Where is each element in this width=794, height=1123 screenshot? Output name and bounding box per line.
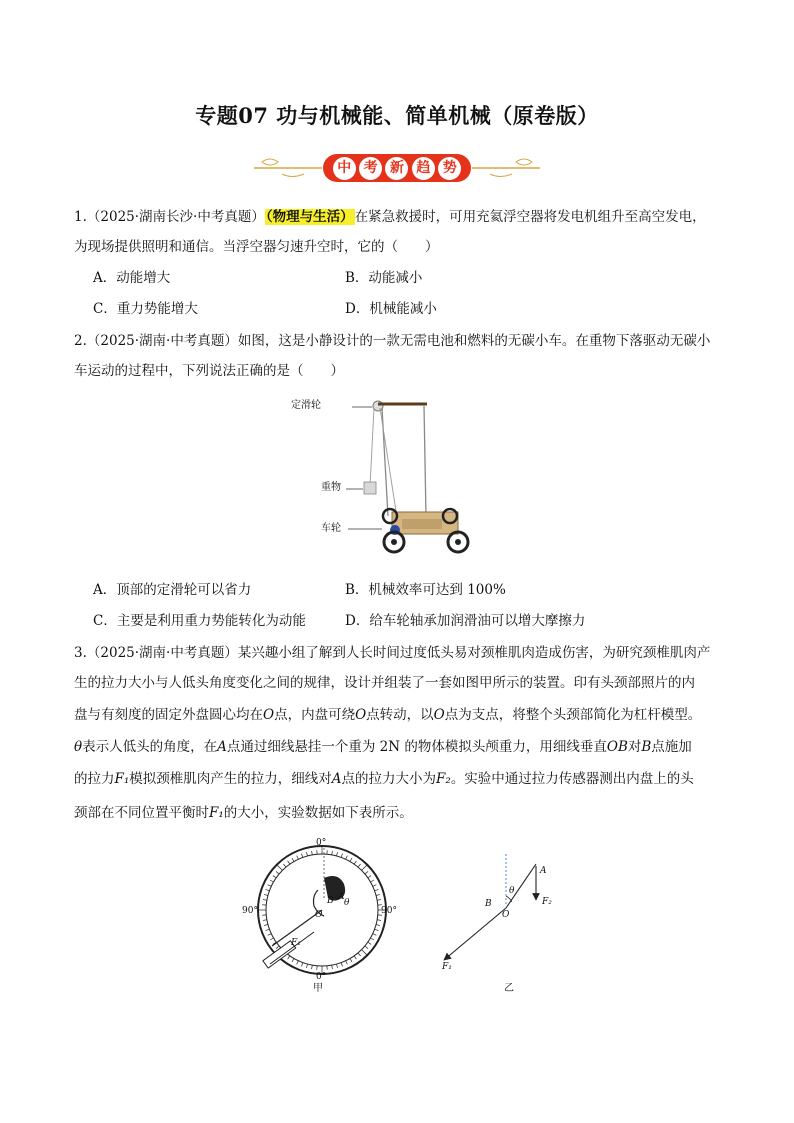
dial-tick	[312, 851, 313, 855]
dial-tick	[346, 856, 348, 860]
dial-tick	[301, 963, 302, 967]
dial-tick	[376, 924, 380, 925]
jia-f1: F₁	[291, 938, 301, 948]
dial-tick	[365, 946, 368, 949]
jia-theta: θ	[344, 898, 350, 908]
dial-tick	[376, 894, 380, 895]
q3-text: 的拉力	[74, 771, 115, 787]
jia-deg-top: 0°	[316, 838, 327, 848]
q3-var: O	[263, 707, 275, 723]
q3-line5	[74, 769, 694, 789]
jia-point-b: B	[327, 896, 334, 906]
dial-tick	[368, 942, 371, 944]
q3-line6	[74, 803, 413, 823]
dial-tick	[346, 961, 348, 965]
dial-tick	[336, 964, 337, 968]
dial-tick	[283, 864, 286, 867]
q2-figure-car	[320, 394, 480, 562]
banner-char: 中	[333, 157, 356, 180]
dial-tick	[306, 964, 307, 968]
q1-option-b[interactable]: B．动能减小	[345, 270, 423, 286]
q3-var: θ	[74, 739, 83, 755]
dial-tick	[306, 852, 307, 856]
yi-f1: F₁	[442, 962, 452, 972]
q2-option-a[interactable]: A．顶部的定滑轮可以省力	[93, 582, 252, 598]
q3-var: B	[641, 739, 652, 755]
jia-point-a: A	[338, 892, 345, 902]
jia-caption: 甲	[313, 983, 323, 994]
banner-char: 势	[438, 157, 461, 180]
q3-text: 点施加	[651, 739, 692, 755]
yi-theta: θ	[509, 886, 515, 896]
yi-point-b: B	[485, 899, 492, 909]
dial-tick	[297, 961, 299, 965]
jia-deg-right: 90°	[381, 906, 397, 916]
q3-number: 3.	[74, 645, 87, 661]
dial-tick	[264, 924, 268, 925]
q3-var: F₂	[436, 771, 451, 787]
dial-tick	[350, 858, 352, 861]
dial-tick	[358, 953, 361, 956]
q3-text1: 某兴趣小组了解到人长时间过度低头易对颈椎肌肉造成伤害，为研究颈椎肌肉产	[237, 645, 711, 661]
dial-tick	[292, 858, 294, 861]
banner-char: 趋	[412, 157, 435, 180]
q3-var: F₁	[114, 771, 130, 787]
dial-tick	[273, 876, 276, 878]
q2-label-weight: 重物	[321, 482, 341, 493]
q3-text: 盘与有刻度的固定外盘圆心均在	[74, 707, 263, 723]
q1-option-d[interactable]: D．机械能减小	[345, 301, 437, 317]
yi-point-o: O	[502, 910, 510, 920]
q2-source: （2025·湖南·中考真题）	[86, 333, 238, 349]
dial-tick	[288, 861, 290, 864]
dial-tick	[336, 852, 337, 856]
dial-tick	[373, 934, 377, 936]
dial-tick	[266, 889, 270, 890]
q3-line3	[74, 705, 701, 725]
dial-tick	[362, 865, 368, 871]
dial-tick	[341, 854, 342, 858]
dial-tick	[292, 958, 294, 961]
dial-tick	[263, 900, 267, 901]
dial-tick	[263, 920, 267, 921]
dial-tick	[341, 963, 342, 967]
q1-text1: 在紧急救援时，可用充氦浮空器将发电机组升至高空发电，	[354, 209, 706, 225]
dial-tick	[266, 929, 270, 930]
section-banner	[252, 148, 542, 188]
dial-tick	[332, 965, 333, 969]
jia-point-o: O	[315, 910, 323, 920]
dial-tick	[276, 946, 279, 949]
q2-label-wheel: 车轮	[321, 523, 341, 534]
dial-tick	[297, 856, 299, 860]
dial-tick	[350, 958, 352, 961]
dial-tick	[268, 934, 272, 936]
q3-text: 模拟颈椎肌肉产生的拉力，细线对	[129, 771, 332, 787]
dial-tick	[268, 885, 272, 887]
q2-option-d[interactable]: D．给车轮轴承加润滑油可以增大摩擦力	[345, 613, 586, 629]
yi-caption: 乙	[504, 983, 514, 994]
q3-line1	[74, 643, 710, 663]
yi-point-a: A	[540, 866, 547, 876]
page-title: 专题07 功与机械能、简单机械（原卷版）	[195, 103, 599, 128]
q2-number: 2.	[74, 333, 87, 349]
dial-tick	[377, 900, 381, 901]
q3-var: O	[433, 707, 445, 723]
dial-tick	[270, 938, 273, 940]
q2-line1	[74, 331, 710, 351]
q3-text: 表示人低头的角度，在	[82, 739, 218, 755]
q1-option-c[interactable]: C．重力势能增大	[93, 301, 198, 317]
q3-text: 点，内盘可绕	[274, 707, 356, 723]
dial-tick	[373, 885, 377, 887]
banner-pill	[323, 154, 471, 182]
q3-text: 。实验中通过拉力传感器测出内盘上的头	[450, 771, 694, 787]
q1-source: （2025·湖南长沙·中考真题）	[86, 209, 265, 225]
q3-var: OB	[606, 739, 628, 755]
dial-tick	[301, 854, 302, 858]
dial-tick	[312, 965, 313, 969]
dial-tick	[332, 851, 333, 855]
q1-number: 1.	[74, 209, 87, 225]
dial-tick	[277, 865, 283, 871]
dial-tick	[276, 871, 279, 874]
dial-tick	[270, 880, 273, 882]
q3-text: 颈部在不同位置平衡时	[74, 805, 209, 821]
q3-text: 的大小，实验数据如下表所示。	[223, 805, 413, 821]
q3-source: （2025·湖南·中考真题）	[86, 645, 238, 661]
banner-char: 考	[359, 157, 382, 180]
dial-tick	[354, 861, 356, 864]
q3-text: 对	[627, 739, 642, 755]
q3-line2: 生的拉力大小与人低头角度变化之间的规律，设计并组装了一套如图甲所示的装置。印有头颈部照片的内	[74, 675, 695, 691]
q3-var: A	[217, 739, 227, 755]
q2-label-pulley: 定滑轮	[291, 400, 321, 411]
dial-tick	[264, 894, 268, 895]
dial-tick	[370, 938, 373, 940]
q1-tag: （物理与生活）	[265, 209, 354, 225]
q3-var: O	[355, 707, 367, 723]
dial-tick	[354, 956, 356, 959]
q2-option-b[interactable]: B．机械效率可达到 100%	[345, 582, 506, 598]
q3-text: 点转动，以	[366, 707, 434, 723]
dial-tick	[365, 871, 368, 874]
q1-option-a[interactable]: A．动能增大	[93, 270, 171, 286]
q2-line2: 车运动的过程中，下列说法正确的是（ ）	[74, 363, 344, 379]
q1-line2: 为现场提供照明和通信。当浮空器匀速升空时，它的（ ）	[74, 239, 439, 255]
q3-line4	[74, 737, 692, 757]
q1-line1	[74, 207, 706, 227]
dial-tick	[370, 880, 373, 882]
q3-var: F₁	[209, 805, 224, 821]
banner-char: 新	[385, 157, 408, 180]
q3-text: 点为支点，将整个头颈部简化为杠杆模型。	[444, 707, 702, 723]
dial-tick	[362, 950, 368, 956]
yi-f2: F₂	[542, 897, 552, 907]
q3-text: 点的拉力大小为	[341, 771, 437, 787]
q3-text: 点通过细线悬挂一个重为 2N 的物体模拟头颅重力，用细线垂直	[226, 739, 607, 755]
jia-deg-left: 90°	[242, 906, 258, 916]
q2-option-c[interactable]: C．主要是利用重力势能转化为动能	[93, 613, 306, 629]
q3-var: A	[331, 771, 342, 787]
dial-tick	[368, 876, 371, 878]
dial-tick	[358, 864, 361, 867]
jia-deg-bottom: 0°	[316, 972, 327, 982]
dial-tick	[377, 920, 381, 921]
dial-tick	[375, 889, 379, 890]
dial-tick	[288, 956, 290, 959]
dial-tick	[375, 929, 379, 930]
q2-text1: 如图，这是小静设计的一款无需电池和燃料的无碳小车。在重物下落驱动无碳小	[237, 333, 711, 349]
